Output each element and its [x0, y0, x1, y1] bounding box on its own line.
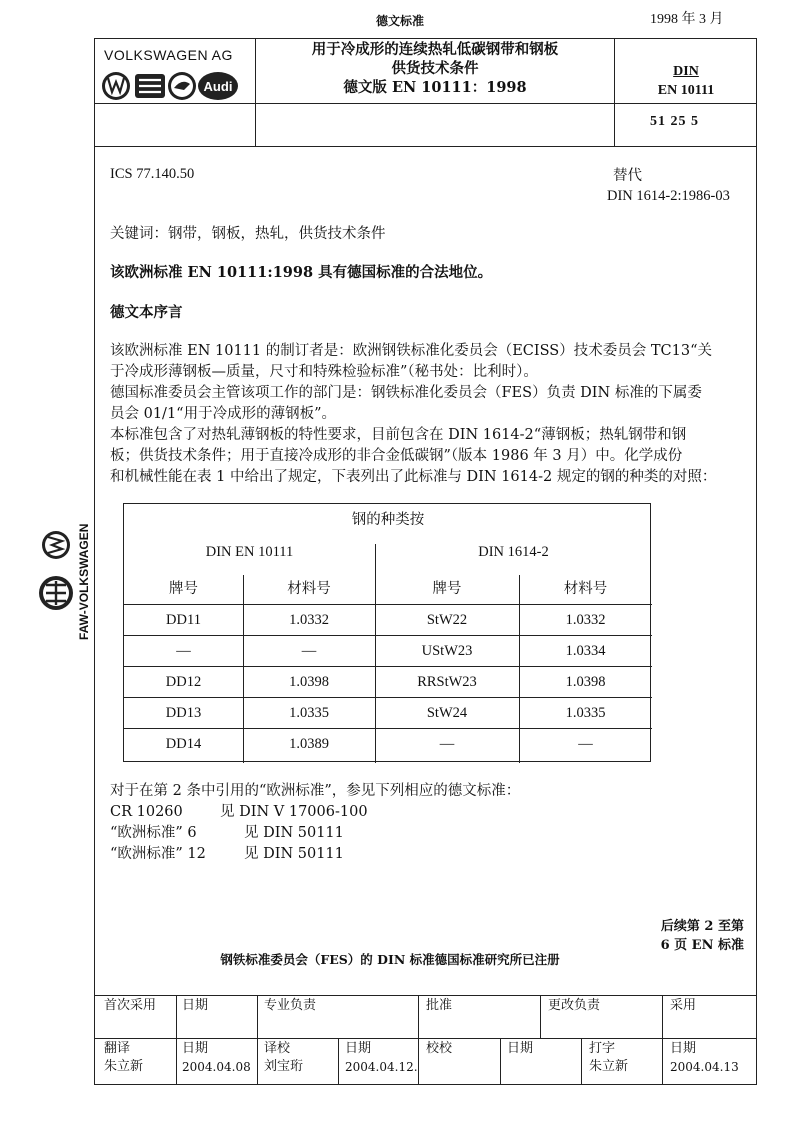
group-header: DIN EN 10111: [205, 544, 294, 560]
reference-target: 见 DIN 50111: [244, 825, 344, 841]
table-cell: —: [301, 643, 317, 659]
continuation-note: [640, 917, 744, 955]
table-cell: —: [176, 643, 191, 659]
column-header: 牌号: [169, 581, 198, 597]
footer-rule: [94, 995, 757, 996]
table-cell: UStW23: [421, 643, 473, 659]
table-cell: DD13: [165, 705, 202, 721]
company-name: VOLKSWAGEN AG: [104, 47, 233, 63]
foreword-heading: 德文本序言: [110, 304, 183, 321]
footer-rule: [500, 1038, 501, 1085]
footer-rule: [581, 1038, 582, 1085]
table-cell: DD11: [166, 612, 201, 628]
reference-source: CR 10260: [110, 804, 183, 820]
footer-rule: [338, 1038, 339, 1085]
side-brand-text: [70, 512, 94, 642]
paragraph-line: 于冷成形薄钢板—质量，尺寸和特殊检验标准”（秘书处：比利时）。: [110, 364, 538, 380]
footer-label: 日期: [182, 1041, 209, 1056]
column-header: 材料号: [563, 581, 608, 597]
footer-rule: [176, 1038, 177, 1085]
table-cell: —: [439, 736, 455, 752]
footer-value: 刘宝珩: [264, 1059, 304, 1074]
footer-rule: [418, 995, 419, 1038]
table-cell: StW22: [426, 612, 468, 628]
paragraph-line: 板；供货技术条件；用于直接冷成形的非合金低碳钢”（版本 1986 年 3 月）中。化学成份: [110, 448, 683, 464]
table-cell: DD12: [165, 674, 202, 690]
paragraph-line: 该欧洲标准 EN 10111 的制订者是：欧洲钢铁标准化委员会（ECISS）技术委员会 TC13“关: [110, 343, 712, 359]
standard-title: [256, 40, 614, 97]
steel-grade-table: [123, 503, 651, 762]
registration-note: 钢铁标准委员会（FES）的 DIN 标准德国标准研究所已注册: [220, 952, 560, 967]
footer-label: 打字: [589, 1041, 616, 1056]
replaces-label: 替代: [613, 168, 642, 184]
svg-text:Audi: Audi: [203, 79, 233, 94]
column-header: 材料号: [287, 581, 331, 597]
table-cell: —: [578, 736, 593, 752]
footer-label: 采用: [670, 998, 697, 1013]
seat-logo-icon: [135, 74, 165, 98]
keywords: 关键词：钢带，钢板，热轧，供货技术条件: [110, 226, 386, 242]
continuation-line: 6 页 EN 标准: [660, 938, 744, 953]
table-cell: DD14: [165, 736, 202, 752]
table-caption: 钢的种类按: [351, 512, 425, 528]
footer-label: 日期: [182, 998, 209, 1013]
class-number: 51 25 5: [650, 114, 699, 129]
replaces: [607, 166, 747, 206]
footer-label: 翻译: [104, 1041, 131, 1056]
references: [110, 781, 520, 865]
header-title: 德文标准: [375, 14, 424, 28]
table-cell: 1.0332: [565, 612, 606, 628]
table-cell: 1.0335: [565, 705, 606, 721]
footer-value: 2004.04.12.: [345, 1060, 418, 1074]
table-cell: 1.0389: [289, 736, 329, 752]
references-intro: 对于在第 2 条中引用的“欧洲标准”，参见下列相应的德文标准：: [110, 783, 521, 799]
footer-value: 朱立新: [589, 1059, 629, 1074]
reference-row: [110, 823, 520, 844]
footer-rule: [540, 995, 541, 1038]
group-header: DIN 1614-2: [478, 544, 549, 560]
title-line: 德文版 EN 10111：1998: [343, 79, 527, 96]
din-label: DIN: [673, 64, 699, 79]
footer-value: 朱立新: [104, 1059, 144, 1074]
foreword-paragraph: [110, 341, 750, 488]
vw-logo-icon: [102, 72, 130, 100]
table-rule: [124, 635, 652, 636]
din-designation: [615, 62, 757, 100]
reference-target: 见 DIN 50111: [244, 846, 344, 862]
audi-logo-icon: [198, 72, 238, 100]
table-rule: [243, 575, 244, 763]
replaces-value: DIN 1614-2:1986-03: [607, 188, 730, 204]
table-rule: [519, 575, 520, 763]
footer-label: 译校: [264, 1041, 291, 1056]
table-rule: [124, 604, 652, 605]
footer-label: 日期: [507, 1041, 534, 1056]
legal-status: 该欧洲标准 EN 10111:1998 具有德国标准的合法地位。: [110, 264, 493, 281]
footer-rule: [257, 1038, 258, 1085]
footer-rule: [418, 1038, 419, 1085]
paragraph-line: 和机械性能在表 1 中给出了规定，下表列出了此标准与 DIN 1614-2 规定的钢的种类的对照：: [110, 469, 717, 485]
footer-rule: [257, 995, 258, 1038]
footer-label: 首次采用: [104, 998, 157, 1013]
footer-rule: [94, 1038, 757, 1039]
footer-value: 2004.04.13: [670, 1060, 739, 1074]
table-cell: 1.0398: [289, 674, 329, 690]
title-line: 用于冷成形的连续热轧低碳钢带和钢板: [311, 41, 559, 58]
footer-label: 专业负责: [264, 998, 317, 1013]
table-cell: 1.0332: [289, 612, 329, 628]
paragraph-line: 员会 01/1“用于冷成形的薄钢板”。: [110, 406, 336, 422]
reference-row: [110, 844, 520, 865]
table-cell: 1.0398: [565, 674, 606, 690]
brand-logos: [100, 70, 240, 102]
continuation-line: 后续第 2 至第: [660, 919, 744, 934]
reference-target: 见 DIN V 17006-100: [220, 804, 368, 820]
header-date: 1998 年 3 月: [650, 12, 724, 27]
footer-label: 批准: [426, 998, 453, 1013]
footer-rule: [662, 1038, 663, 1085]
din-code: EN 10111: [657, 83, 715, 98]
footer-rule: [662, 995, 663, 1038]
table-cell: 1.0335: [289, 705, 329, 721]
paragraph-line: 德国标准委员会主管该项工作的部门是：钢铁标准化委员会（FES）负责 DIN 标准的下属委: [110, 385, 702, 401]
table-rule: [124, 728, 652, 729]
footer-label: 日期: [670, 1041, 697, 1056]
column-header: 牌号: [432, 581, 462, 597]
divider: [94, 146, 757, 147]
table-cell: 1.0334: [565, 643, 606, 659]
footer-label: 更改负责: [548, 998, 601, 1013]
skoda-logo-icon: [168, 72, 196, 100]
divider: [94, 103, 757, 104]
table-rule: [124, 697, 652, 698]
reference-row: [110, 802, 520, 823]
footer-label: 日期: [345, 1041, 372, 1056]
side-brand-label: FAW-VOLKSWAGEN: [77, 523, 91, 640]
table-rule: [124, 666, 652, 667]
title-line: 供货技术条件: [391, 60, 479, 77]
paragraph-line: 本标准包含了对热轧薄钢板的特性要求，目前包含在 DIN 1614-2“薄钢板；热轧钢带和钢: [110, 427, 687, 443]
footer-rule: [176, 995, 177, 1038]
reference-source: “欧洲标准” 6: [110, 825, 197, 841]
ics-code: ICS 77.140.50: [110, 166, 195, 182]
table-cell: StW24: [426, 705, 468, 721]
reference-source: “欧洲标准” 12: [110, 846, 206, 862]
footer-label: 校校: [426, 1041, 453, 1056]
table-cell: RRStW23: [417, 674, 477, 690]
footer-value: 2004.04.08: [182, 1060, 251, 1074]
